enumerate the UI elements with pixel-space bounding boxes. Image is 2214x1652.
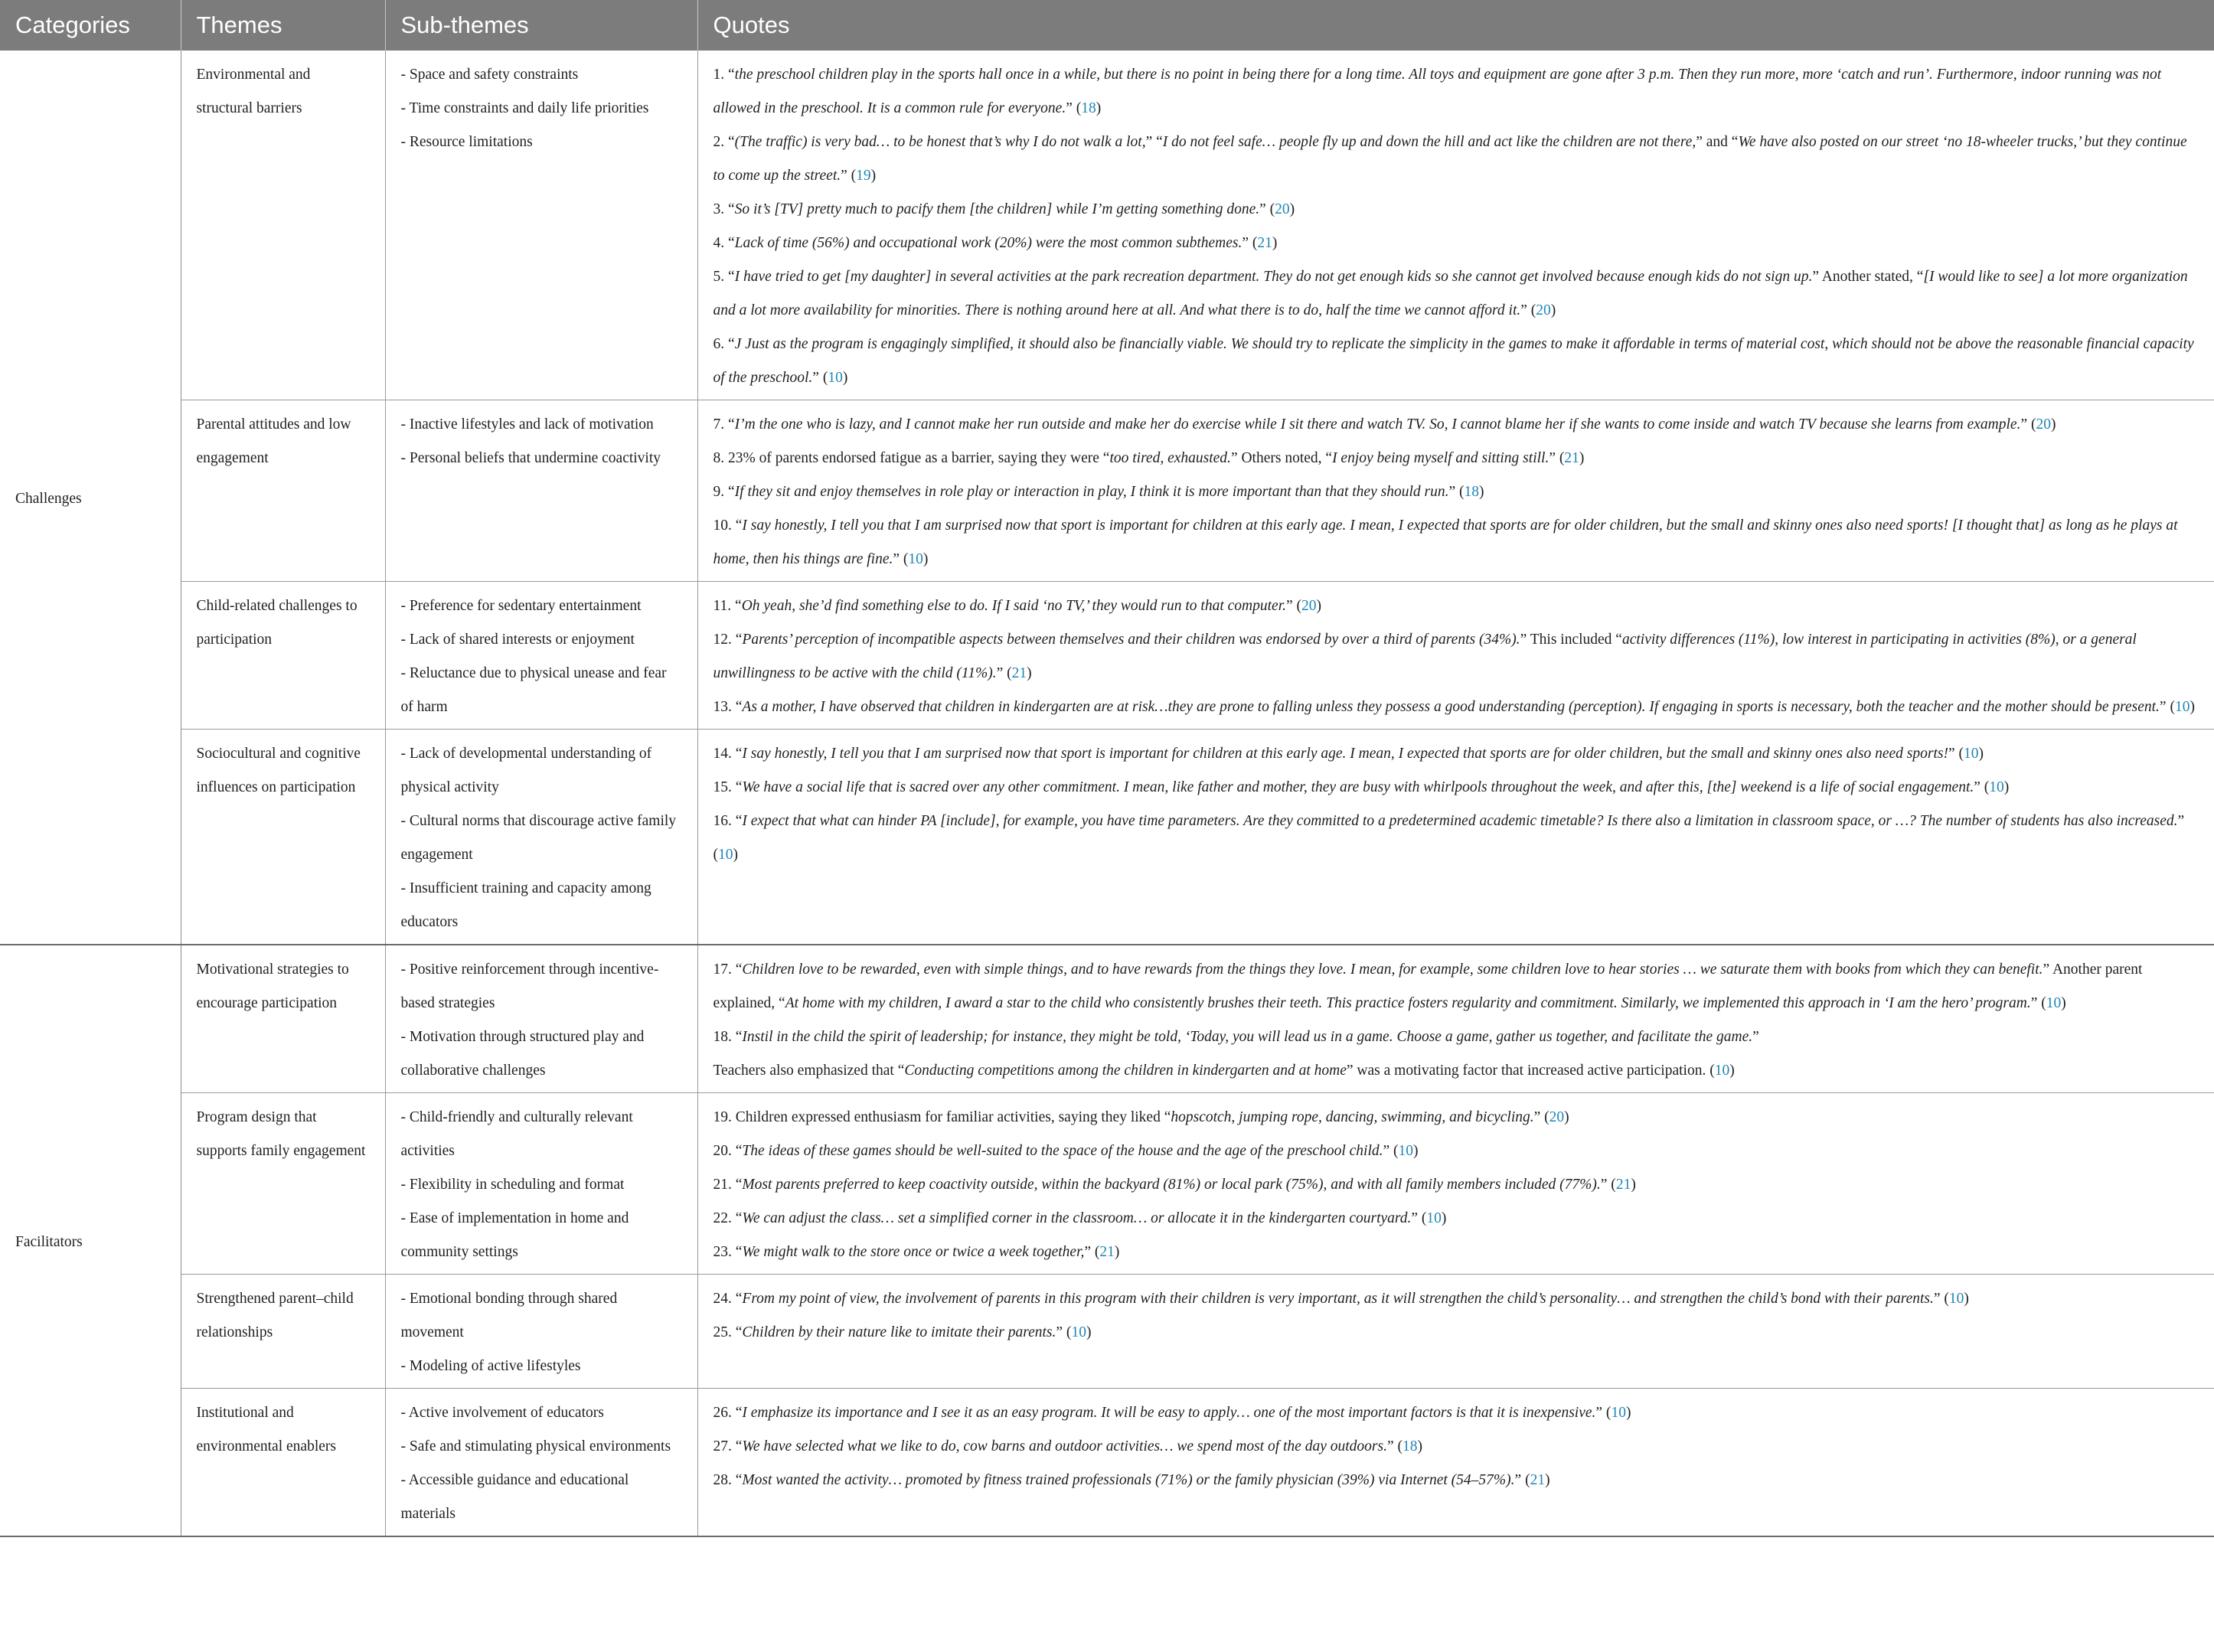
quote-connector: ” ( <box>812 370 828 386</box>
quote-text: At home with my children, I award a star to the child who consistently brushes their teeth. This practice fosters regularity and commitment. Similarly, we implemented this approach in ‘I am the hero’ program. <box>785 995 2031 1011</box>
quote-item <box>714 328 2199 395</box>
quote-number: 12. <box>713 632 736 648</box>
quote-text: I have tried to get [my daughter] in several activities at the park recreation department. They do not get enough kids so she cannot get involved because enough kids do not sign up. <box>734 269 1813 285</box>
quote-number: 6. <box>713 336 728 352</box>
quote-text: We have selected what we like to do, cow barns and outdoor activities… we spend most of the day outdoors. <box>742 1438 1387 1454</box>
quote-connector: “ <box>735 1472 743 1488</box>
subtheme-item: - Motivation through structured play and collaborative challenges <box>400 1029 645 1079</box>
quote-number: 4. <box>713 235 728 251</box>
quote-connector: “ <box>735 1210 743 1226</box>
category-cell: Challenges <box>0 51 181 945</box>
quote-text: Lack of time (56%) and occupational work (20%) were the most common subthemes. <box>734 235 1243 251</box>
quote-item <box>714 227 2199 260</box>
quote-connector: ” ( <box>1549 450 1565 466</box>
quote-number: 18. <box>713 1029 736 1045</box>
quote-connector: ” ( <box>1286 598 1302 614</box>
reference-link[interactable]: 10 <box>1948 1291 1964 1307</box>
quote-text: too tired, exhausted. <box>1109 450 1231 466</box>
subthemes-cell <box>385 51 697 400</box>
theme-cell: Institutional and environmental enablers <box>181 1389 385 1537</box>
subtheme-item: - Space and safety constraints <box>400 67 579 83</box>
reference-link[interactable]: 10 <box>908 551 923 567</box>
reference-link[interactable]: 19 <box>856 168 871 184</box>
reference-link[interactable]: 10 <box>2046 995 2062 1011</box>
subtheme-item: - Personal beliefs that undermine coactivity <box>400 450 661 466</box>
quote-connector: ” ( <box>893 551 909 567</box>
reference-link[interactable]: 21 <box>1615 1177 1631 1193</box>
quote-text: We can adjust the class… set a simplified corner in the classroom… or allocate it in the kindergarten courtyard. <box>742 1210 1412 1226</box>
quote-connector: ) <box>1964 1291 1969 1307</box>
quote-connector: “ <box>735 961 743 978</box>
reference-link[interactable]: 21 <box>1564 450 1579 466</box>
quote-item <box>714 1168 2199 1202</box>
quote-text: We might walk to the store once or twice a week together, <box>742 1244 1085 1260</box>
theme-cell: Parental attitudes and low engagement <box>181 400 385 582</box>
quote-number: 2. <box>713 134 728 150</box>
quote-connector: ” and “ <box>1696 134 1739 150</box>
quote-text: Most wanted the activity… promoted by fitness trained professionals (71%) or the family physician (39%) via Internet (54–57%). <box>742 1472 1515 1488</box>
quote-connector: “ <box>728 484 735 500</box>
subthemes-cell <box>385 945 697 1093</box>
quote-number: 5. <box>713 269 728 285</box>
header-quotes: Quotes <box>697 0 2214 51</box>
reference-link[interactable]: 10 <box>1071 1324 1086 1340</box>
quote-connector: ” “ <box>1145 134 1163 150</box>
quotes-cell <box>697 730 2214 945</box>
quote-connector: ) <box>1027 665 1032 681</box>
subtheme-item: - Lack of developmental understanding of physical activity <box>400 746 652 795</box>
reference-link[interactable]: 10 <box>1426 1210 1442 1226</box>
quote-item <box>714 1054 2199 1088</box>
quote-number: 26. <box>713 1405 736 1421</box>
reference-link[interactable]: 10 <box>1714 1063 1730 1079</box>
table-row <box>0 51 2214 400</box>
quote-item <box>714 1236 2199 1269</box>
quote-text: (The traffic) is very bad… to be honest that’s why I do not walk a lot, <box>734 134 1146 150</box>
quote-text: From my point of view, the involvement of parents in this program with their children is very important, as it will strengthen the child’s personality… and strengthen the child’s bond with their parents. <box>742 1291 1934 1307</box>
quote-connector: “ <box>735 598 742 614</box>
quote-number: 7. <box>713 416 728 433</box>
quote-connector: ) <box>1579 450 1585 466</box>
quote-connector: ” Another parent explained, “ <box>713 961 2143 1011</box>
theme-cell: Motivational strategies to encourage participation <box>181 945 385 1093</box>
reference-link[interactable]: 18 <box>1464 484 1479 500</box>
quote-number: 10. <box>713 517 736 534</box>
reference-link[interactable]: 21 <box>1011 665 1027 681</box>
quote-text: Parents’ perception of incompatible aspects between themselves and their children was endorsed by over a third of parents (34%). <box>742 632 1520 648</box>
quote-number: 23. <box>713 1244 736 1260</box>
reference-link[interactable]: 10 <box>828 370 843 386</box>
quote-number: 16. <box>713 813 736 829</box>
quote-connector: ” ( <box>1948 746 1964 762</box>
quote-item <box>714 1135 2199 1168</box>
quote-connector: ) <box>1316 598 1322 614</box>
quote-connector: ” ( <box>2159 699 2175 715</box>
reference-link[interactable]: 10 <box>1989 779 2004 795</box>
quote-connector: ) <box>1564 1109 1569 1125</box>
quote-connector: ” ( <box>1056 1324 1072 1340</box>
quote-text: So it’s [TV] pretty much to pacify them [the children] while I’m getting something done. <box>734 201 1260 217</box>
quote-item <box>714 805 2199 872</box>
quote-text: Children by their nature like to imitate their parents. <box>742 1324 1056 1340</box>
theme-cell: Strengthened parent–child relationships <box>181 1275 385 1389</box>
quote-item <box>714 953 2199 1020</box>
subthemes-cell <box>385 1275 697 1389</box>
quotes-cell <box>697 1389 2214 1537</box>
quote-connector: ) <box>1631 1177 1636 1193</box>
quote-text: Most parents preferred to keep coactivity outside, within the backyard (81%) or local park (75%), and with all family members included (77%). <box>742 1177 1601 1193</box>
quote-connector: “ <box>735 779 743 795</box>
quote-connector: “ <box>728 269 735 285</box>
quote-connector: “ <box>735 517 743 534</box>
subtheme-item: - Emotional bonding through shared movement <box>400 1291 618 1340</box>
quotes-cell <box>697 400 2214 582</box>
quote-text: I’m the one who is lazy, and I cannot make her run outside and make her do exercise while I sit there and watch TV. So, I cannot blame her if she wants to come inside and watch TV because she learns from example. <box>734 416 2021 433</box>
table-row <box>0 1275 2214 1389</box>
quote-text: I say honestly, I tell you that I am surprised now that sport is important for children at this early age. I mean, I expected that sports are for older children, but the small and skinny ones also need sports! [I thought that] as long as he plays at home, then his things are fine. <box>713 517 2178 567</box>
quote-connector: ) <box>2051 416 2056 433</box>
reference-link[interactable]: 18 <box>1402 1438 1418 1454</box>
quotes-cell <box>697 1275 2214 1389</box>
quote-connector: ) <box>2190 699 2195 715</box>
quote-connector: ) <box>1978 746 1984 762</box>
reference-link[interactable]: 20 <box>1549 1109 1565 1125</box>
quote-number: 15. <box>713 779 736 795</box>
quote-text: As a mother, I have observed that children in kindergarten are at risk…they are prone to falling unless they possess a good understanding (perception). If engaging in sports is necessary, both the teacher and the mother should be present. <box>742 699 2160 715</box>
quote-item <box>714 126 2199 193</box>
table-row <box>0 945 2214 1093</box>
quote-item <box>714 193 2199 227</box>
quote-connector: 23% of parents endorsed fatigue as a barrier, saying they were “ <box>728 450 1110 466</box>
quote-number: 19. <box>713 1109 736 1125</box>
quote-connector: ) <box>733 847 738 863</box>
quote-connector: Teachers also emphasized that “ <box>713 1063 905 1079</box>
quote-connector: ) <box>2061 995 2066 1011</box>
quote-connector: “ <box>735 699 743 715</box>
quote-number: 3. <box>713 201 728 217</box>
quote-item <box>714 1282 2199 1316</box>
quote-item <box>714 771 2199 805</box>
quote-connector: ) <box>1550 302 1556 318</box>
subtheme-item: - Insufficient training and capacity among educators <box>400 880 651 930</box>
quote-item <box>714 509 2199 576</box>
quote-connector: ) <box>2003 779 2010 795</box>
quote-connector: “ <box>735 1143 743 1159</box>
theme-cell: Sociocultural and cognitive influences on participation <box>181 730 385 945</box>
quote-connector: “ <box>735 1244 743 1260</box>
quote-text: [I would like to see] a lot more organization and a lot more availability for minorities. There is nothing around here at all. And what there is to do, half the time we cannot afford it. <box>713 269 2188 318</box>
quote-text: I emphasize its importance and I see it as an easy program. It will be easy to apply… one of the most important factors is that it is inexpensive. <box>742 1405 1596 1421</box>
quote-item <box>714 1316 2199 1350</box>
quote-text: If they sit and enjoy themselves in role play or interaction in play, I think it is more important than that they should run. <box>734 484 1449 500</box>
subtheme-item: - Flexibility in scheduling and format <box>400 1177 625 1193</box>
quote-connector: ) <box>1289 201 1295 217</box>
header-categories: Categories <box>0 0 181 51</box>
quote-connector: ” ( <box>1595 1405 1612 1421</box>
table-row <box>0 582 2214 730</box>
subthemes-cell <box>385 1093 697 1275</box>
subtheme-item: - Inactive lifestyles and lack of motivation <box>400 416 654 433</box>
quote-connector: ” was a motivating factor that increased active participation. ( <box>1346 1063 1715 1079</box>
subtheme-item: - Preference for sedentary entertainment <box>400 598 642 614</box>
quote-number: 28. <box>713 1472 736 1488</box>
quote-number: 1. <box>713 67 728 83</box>
quote-connector: ” ( <box>1411 1210 1427 1226</box>
quote-connector: ” ( <box>1974 779 1990 795</box>
subtheme-item: - Reluctance due to physical unease and fear of harm <box>400 665 667 715</box>
quote-text: The ideas of these games should be well-suited to the space of the house and the age of the preschool child. <box>742 1143 1383 1159</box>
quote-number: 11. <box>713 598 736 614</box>
quote-item <box>714 260 2199 328</box>
quote-connector: ” Another stated, “ <box>1812 269 1924 285</box>
quote-item <box>714 58 2199 126</box>
subthemes-cell <box>385 400 697 582</box>
quote-number: 25. <box>713 1324 736 1340</box>
quote-text: I enjoy being myself and sitting still. <box>1332 450 1549 466</box>
quote-text: I say honestly, I tell you that I am surprised now that sport is important for children at this early age. I mean, I expected that sports are for older children, but the small and skinny ones also need sports! <box>742 746 1948 762</box>
quote-connector: ” ( <box>1533 1109 1549 1125</box>
quote-connector: ) <box>1417 1438 1422 1454</box>
quote-number: 14. <box>713 746 736 762</box>
reference-link[interactable]: 10 <box>2174 699 2190 715</box>
table-row <box>0 1389 2214 1537</box>
quote-text: activity differences (11%), low interest in participating in activities (8%), or a general unwillingness to be active with the child (11%). <box>713 632 2137 681</box>
reference-link[interactable]: 21 <box>1099 1244 1115 1260</box>
quote-connector: “ <box>735 813 743 829</box>
quote-item <box>714 1020 2199 1054</box>
theme-cell: Child-related challenges to participation <box>181 582 385 730</box>
quote-connector: ” <box>1752 1029 1759 1045</box>
quote-text: Instil in the child the spirit of leadership; for instance, they might be told, ‘Today, you will lead us in a game. Choose a game, gather us together, and facilitate the game. <box>742 1029 1753 1045</box>
quote-number: 27. <box>713 1438 736 1454</box>
quote-connector: “ <box>735 1324 743 1340</box>
quote-connector: ” ( <box>2020 416 2036 433</box>
quote-connector: “ <box>728 201 735 217</box>
quote-text: Conducting competitions among the children in kindergarten and at home <box>904 1063 1347 1079</box>
quote-connector: ) <box>1086 1324 1092 1340</box>
quote-connector: ” ( <box>1066 100 1082 116</box>
quotes-cell <box>697 51 2214 400</box>
quote-item <box>714 1430 2199 1464</box>
quote-number: 17. <box>713 961 736 978</box>
quote-connector: ) <box>1114 1244 1120 1260</box>
quote-connector: “ <box>728 235 735 251</box>
quotes-cell <box>697 582 2214 730</box>
quote-connector: “ <box>735 1405 743 1421</box>
quote-connector: ) <box>1441 1210 1447 1226</box>
quote-connector: ) <box>1625 1405 1631 1421</box>
quote-number: 21. <box>713 1177 736 1193</box>
quote-number: 20. <box>713 1143 736 1159</box>
subtheme-item: - Modeling of active lifestyles <box>400 1358 581 1374</box>
quote-connector: ” ( <box>713 813 2185 863</box>
header-row <box>0 0 2214 51</box>
quote-connector: ) <box>842 370 848 386</box>
reference-link[interactable]: 10 <box>1611 1405 1626 1421</box>
table-body <box>0 51 2214 1536</box>
reference-link[interactable]: 20 <box>1536 302 1551 318</box>
table-row <box>0 730 2214 945</box>
theme-cell: Program design that supports family engagement <box>181 1093 385 1275</box>
quote-item <box>714 589 2199 623</box>
quote-text: Children love to be rewarded, even with simple things, and to have rewards from the things they love. I mean, for example, some children love to hear stories … we saturate them with books from which they can benefit. <box>742 961 2043 978</box>
quote-item <box>714 1464 2199 1497</box>
reference-link[interactable]: 20 <box>2036 416 2051 433</box>
quote-connector: “ <box>728 134 735 150</box>
quote-connector: ) <box>1479 484 1484 500</box>
table-row <box>0 400 2214 582</box>
quote-text: hopscotch, jumping rope, dancing, swimming, and bicycling. <box>1171 1109 1534 1125</box>
subtheme-item: - Child-friendly and culturally relevant activities <box>400 1109 633 1159</box>
quote-text: I expect that what can hinder PA [include], for example, you have time parameters. Are they committed to a predetermined academic timetable? Is there also a limitation in classroom space, or …? The number of students has also increased. <box>742 813 2178 829</box>
quote-connector: ) <box>1272 235 1278 251</box>
quote-number: 13. <box>713 699 736 715</box>
quote-connector: “ <box>735 1438 743 1454</box>
quote-connector: “ <box>735 1291 743 1307</box>
quote-connector: “ <box>735 746 743 762</box>
reference-link[interactable]: 20 <box>1301 598 1317 614</box>
reference-link[interactable]: 10 <box>1964 746 1979 762</box>
quote-connector: “ <box>728 67 735 83</box>
quote-text: We have a social life that is sacred over any other commitment. I mean, like father and mother, they are busy with whirlpools throughout the week, and after this, [the] weekend is a life of social engagement. <box>742 779 1974 795</box>
quote-item <box>714 1101 2199 1135</box>
quote-connector: “ <box>735 1029 743 1045</box>
quote-connector: ” ( <box>1386 1438 1403 1454</box>
subtheme-item: - Cultural norms that discourage active family engagement <box>400 813 677 863</box>
subtheme-item: - Positive reinforcement through incentive-based strategies <box>400 961 659 1011</box>
category-cell: Facilitators <box>0 945 181 1536</box>
header-themes: Themes <box>181 0 385 51</box>
quote-connector: ” ( <box>841 168 857 184</box>
quote-connector: ” ( <box>1448 484 1465 500</box>
quote-text: I do not feel safe… people fly up and down the hill and act like the children are not there, <box>1162 134 1696 150</box>
reference-link[interactable]: 18 <box>1081 100 1096 116</box>
quote-connector: ” ( <box>1933 1291 1949 1307</box>
quote-connector: ) <box>1729 1063 1735 1079</box>
quote-connector: ” ( <box>1520 302 1536 318</box>
quote-number: 9. <box>713 484 728 500</box>
table-row <box>0 1093 2214 1275</box>
reference-link[interactable]: 10 <box>718 847 733 863</box>
quote-connector: “ <box>728 336 735 352</box>
quote-connector: ” ( <box>1084 1244 1100 1260</box>
quote-item <box>714 737 2199 771</box>
reference-link[interactable]: 10 <box>1398 1143 1414 1159</box>
quote-connector: ) <box>922 551 929 567</box>
quote-connector: ” ( <box>1514 1472 1530 1488</box>
quote-item <box>714 623 2199 691</box>
quote-item <box>714 1396 2199 1430</box>
quote-connector: “ <box>728 416 735 433</box>
quote-connector: ” ( <box>1259 201 1275 217</box>
quote-text: J Just as the program is engagingly simplified, it should also be financially viable. We should try to replicate the simplicity in the games to make it affordable in terms of material cost, which should not be above the reasonable financial capacity of the preschool. <box>713 336 2194 386</box>
quote-connector: ” ( <box>1383 1143 1399 1159</box>
subtheme-item: - Safe and stimulating physical environments <box>400 1438 671 1454</box>
quote-connector: ) <box>870 168 877 184</box>
reference-link[interactable]: 20 <box>1275 201 1290 217</box>
quote-connector: ) <box>1413 1143 1419 1159</box>
quote-connector: “ <box>735 1177 743 1193</box>
subtheme-item: - Ease of implementation in home and community settings <box>400 1210 629 1260</box>
quote-connector: “ <box>735 632 743 648</box>
subtheme-item: - Time constraints and daily life priorities <box>400 100 649 116</box>
quote-number: 24. <box>713 1291 736 1307</box>
quote-item <box>714 1202 2199 1236</box>
quote-text: the preschool children play in the sports hall once in a while, but there is no point in being there for a long time. All toys and equipment are gone after 3 p.m. Then they run more, more ‘catch and run’. Furthermore, indoor running was not allowed in the preschool. It is a common rule for everyone. <box>713 67 2162 116</box>
theme-cell: Environmental and structural barriers <box>181 51 385 400</box>
reference-link[interactable]: 21 <box>1530 1472 1546 1488</box>
quote-text: We have also posted on our street ‘no 18-wheeler trucks,’ but they continue to come up the street. <box>713 134 2187 184</box>
subthemes-cell <box>385 1389 697 1537</box>
subtheme-item: - Accessible guidance and educational materials <box>400 1472 629 1522</box>
quote-connector: Children expressed enthusiasm for familiar activities, saying they liked “ <box>735 1109 1171 1125</box>
quote-connector: ” ( <box>1242 235 1258 251</box>
quote-item <box>714 691 2199 724</box>
quote-text: Oh yeah, she’d find something else to do. If I said ‘no TV,’ they would run to that computer. <box>741 598 1287 614</box>
subthemes-cell <box>385 582 697 730</box>
quote-connector: ” This included “ <box>1520 632 1622 648</box>
subthemes-cell <box>385 730 697 945</box>
quote-connector: ” ( <box>996 665 1012 681</box>
header-subthemes: Sub-themes <box>385 0 697 51</box>
quote-connector: ” ( <box>1600 1177 1616 1193</box>
quotes-cell <box>697 1093 2214 1275</box>
quote-connector: ) <box>1096 100 1102 116</box>
subtheme-item: - Resource limitations <box>400 134 533 150</box>
reference-link[interactable]: 21 <box>1257 235 1272 251</box>
quote-item <box>714 408 2199 442</box>
quote-number: 22. <box>713 1210 736 1226</box>
quote-number: 8. <box>713 450 728 466</box>
quotes-cell <box>697 945 2214 1093</box>
quote-connector: ” Others noted, “ <box>1230 450 1333 466</box>
subtheme-item: - Active involvement of educators <box>400 1405 604 1421</box>
quote-connector: ) <box>1545 1472 1550 1488</box>
subtheme-item: - Lack of shared interests or enjoyment <box>400 632 635 648</box>
quote-connector: ” ( <box>2030 995 2046 1011</box>
quote-item <box>714 475 2199 509</box>
quote-item <box>714 442 2199 475</box>
